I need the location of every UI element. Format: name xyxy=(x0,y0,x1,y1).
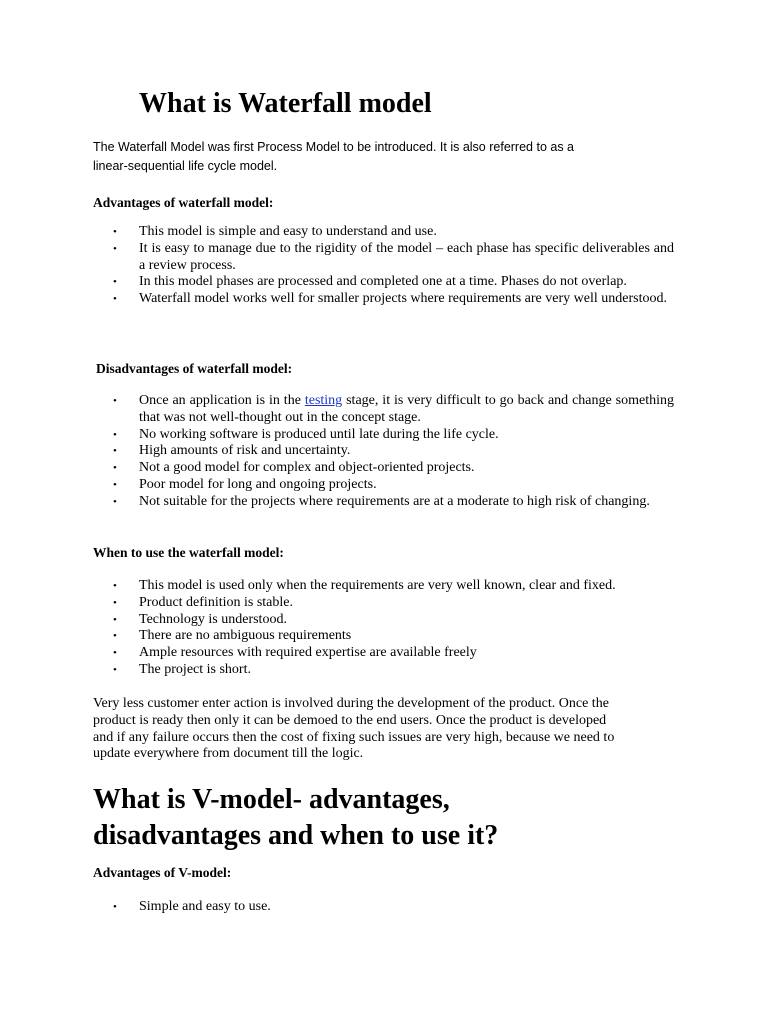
list-item-text: There are no ambiguous requirements xyxy=(139,628,352,644)
disadvantages-list xyxy=(110,393,674,511)
testing-link[interactable]: testing xyxy=(304,393,343,408)
bullet-icon: • xyxy=(113,478,117,491)
bullet-icon: • xyxy=(113,613,117,626)
list-item xyxy=(110,274,674,291)
list-item-text: Technology is understood. xyxy=(139,611,287,627)
bullet-icon: • xyxy=(113,276,117,289)
bullet-icon: • xyxy=(113,901,117,913)
list-item xyxy=(110,595,674,612)
section-title-line: disadvantages and when to use it? xyxy=(93,820,499,851)
list-item-text: High amounts of risk and uncertainty. xyxy=(139,443,351,459)
bullet-icon: • xyxy=(113,630,117,643)
list-item xyxy=(110,645,674,662)
list-item xyxy=(110,224,674,241)
disadvantages-heading: Disadvantages of waterfall model: xyxy=(96,361,293,376)
intro-line: The Waterfall Model was first Process Model to be introduced. It is also referred to as a xyxy=(93,140,574,154)
advantages-heading: Advantages of waterfall model: xyxy=(93,195,274,210)
list-item-text: stage, it is very difficult to go back and change something that was not well-thought out in the concept stage. xyxy=(139,393,674,425)
list-item-text: It is easy to manage due to the rigidity of the model – each phase has specific deliverables and a review process. xyxy=(139,240,674,273)
list-item xyxy=(110,393,674,427)
list-item xyxy=(110,494,674,511)
summary-paragraph xyxy=(93,696,693,763)
bullet-icon: • xyxy=(113,428,117,441)
v-advantages-heading: Advantages of V-model: xyxy=(93,865,232,880)
list-item-text: The project is short. xyxy=(139,661,251,677)
list-item xyxy=(110,612,674,629)
list-item-text: Once an application is in the xyxy=(139,393,305,408)
paragraph-line: Very less customer enter action is involved during the development of the product. Once the xyxy=(93,696,609,711)
list-item-text: No working software is produced until late during the life cycle. xyxy=(139,426,499,442)
bullet-icon: • xyxy=(113,462,117,475)
bullet-icon: • xyxy=(113,395,117,407)
bullet-icon: • xyxy=(113,445,117,458)
paragraph-line: and if any failure occurs then the cost of fixing such issues are very high, because we need to xyxy=(93,729,615,745)
list-item xyxy=(110,662,674,679)
list-item-text: Not suitable for the projects where requirements are at a moderate to high risk of changing. xyxy=(139,493,650,509)
when-to-use-list xyxy=(110,578,674,679)
bullet-icon: • xyxy=(113,226,117,238)
paragraph-line: update everywhere from document till the logic. xyxy=(93,746,364,762)
intro-line: linear-sequential life cycle model. xyxy=(93,159,278,173)
list-item xyxy=(110,291,674,308)
page-title: What is Waterfall model xyxy=(139,88,432,119)
list-item xyxy=(110,477,674,494)
bullet-icon: • xyxy=(113,596,117,609)
list-item xyxy=(110,628,674,645)
list-item xyxy=(110,460,674,477)
list-item-text: Ample resources with required expertise are available freely xyxy=(139,645,477,661)
list-item-text: Poor model for long and ongoing projects. xyxy=(139,476,377,492)
list-item-text: Product definition is stable. xyxy=(139,594,293,610)
bullet-icon: • xyxy=(113,580,117,592)
list-item-text: Not a good model for complex and object-oriented projects. xyxy=(139,460,475,476)
bullet-icon: • xyxy=(113,495,117,508)
bullet-icon: • xyxy=(113,647,117,660)
list-item-text: Simple and easy to use. xyxy=(139,899,271,914)
intro-paragraph xyxy=(93,138,693,176)
list-item-text: Waterfall model works well for smaller projects where requirements are very well understood. xyxy=(139,291,667,307)
list-item-text: This model is simple and easy to understand and use. xyxy=(139,224,437,239)
v-advantages-list xyxy=(110,899,674,916)
paragraph-line: product is ready then only it can be demoed to the end users. Once the product is developed xyxy=(93,712,607,728)
list-item xyxy=(110,578,674,595)
list-item xyxy=(110,899,674,916)
bullet-icon: • xyxy=(113,242,117,255)
bullet-icon: • xyxy=(113,663,117,676)
when-to-use-heading: When to use the waterfall model: xyxy=(93,545,284,560)
section-title-line: What is V-model- advantages, xyxy=(93,784,450,815)
list-item xyxy=(110,427,674,444)
advantages-list xyxy=(110,224,674,308)
list-item-text: In this model phases are processed and completed one at a time. Phases do not overlap. xyxy=(139,274,627,290)
list-item xyxy=(110,241,674,275)
list-item xyxy=(110,443,674,460)
bullet-icon: • xyxy=(113,293,117,306)
section-title xyxy=(93,782,498,854)
list-item-text: This model is used only when the requirements are very well known, clear and fixed. xyxy=(139,578,616,593)
